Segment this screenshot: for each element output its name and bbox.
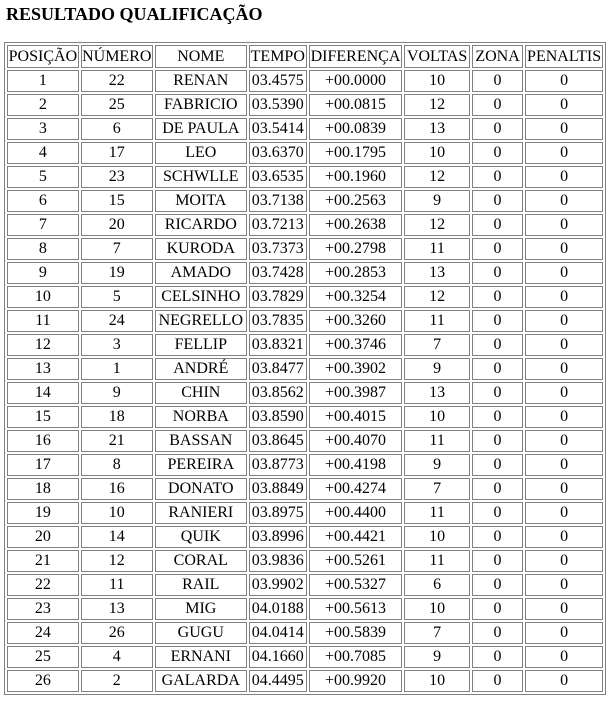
cell-posicao: 16 <box>7 430 79 452</box>
cell-nome: SCHWLLE <box>155 166 247 188</box>
cell-voltas: 7 <box>404 478 470 500</box>
cell-tempo: 04.4495 <box>249 670 307 692</box>
cell-voltas: 13 <box>404 382 470 404</box>
table-row <box>7 550 603 572</box>
cell-zona: 0 <box>472 214 523 236</box>
cell-posicao: 5 <box>7 166 79 188</box>
cell-posicao: 6 <box>7 190 79 212</box>
cell-penaltis: 0 <box>525 310 603 332</box>
cell-nome: QUIK <box>155 526 247 548</box>
cell-penaltis: 0 <box>525 142 603 164</box>
table-row <box>7 502 603 524</box>
cell-tempo: 04.0414 <box>249 622 307 644</box>
cell-diferenca: +00.4198 <box>309 454 403 476</box>
cell-posicao: 10 <box>7 286 79 308</box>
cell-tempo: 03.7138 <box>249 190 307 212</box>
table-row <box>7 310 603 332</box>
cell-tempo: 03.8975 <box>249 502 307 524</box>
cell-diferenca: +00.2853 <box>309 262 403 284</box>
cell-nome: PEREIRA <box>155 454 247 476</box>
cell-nome: MOITA <box>155 190 247 212</box>
cell-nome: RAIL <box>155 574 247 596</box>
cell-voltas: 7 <box>404 334 470 356</box>
table-row <box>7 238 603 260</box>
header-diferenca: DIFERENÇA <box>309 45 403 68</box>
cell-penaltis: 0 <box>525 382 603 404</box>
table-row <box>7 94 603 116</box>
cell-diferenca: +00.1795 <box>309 142 403 164</box>
cell-numero: 4 <box>81 646 153 668</box>
cell-nome: LEO <box>155 142 247 164</box>
results-body <box>7 70 603 692</box>
cell-penaltis: 0 <box>525 550 603 572</box>
cell-zona: 0 <box>472 358 523 380</box>
cell-posicao: 15 <box>7 406 79 428</box>
cell-numero: 22 <box>81 70 153 92</box>
cell-voltas: 9 <box>404 358 470 380</box>
cell-zona: 0 <box>472 70 523 92</box>
cell-tempo: 03.5414 <box>249 118 307 140</box>
cell-voltas: 10 <box>404 142 470 164</box>
table-row <box>7 358 603 380</box>
cell-nome: FABRICIO <box>155 94 247 116</box>
cell-nome: ANDRÉ <box>155 358 247 380</box>
cell-posicao: 24 <box>7 622 79 644</box>
cell-diferenca: +00.4421 <box>309 526 403 548</box>
header-nome: NOME <box>155 45 247 68</box>
cell-voltas: 7 <box>404 622 470 644</box>
cell-zona: 0 <box>472 142 523 164</box>
table-row <box>7 166 603 188</box>
cell-numero: 21 <box>81 430 153 452</box>
cell-penaltis: 0 <box>525 190 603 212</box>
cell-nome: CELSINHO <box>155 286 247 308</box>
cell-tempo: 03.7428 <box>249 262 307 284</box>
cell-zona: 0 <box>472 94 523 116</box>
cell-nome: GUGU <box>155 622 247 644</box>
cell-diferenca: +00.3746 <box>309 334 403 356</box>
cell-numero: 2 <box>81 670 153 692</box>
cell-posicao: 12 <box>7 334 79 356</box>
cell-nome: ERNANI <box>155 646 247 668</box>
cell-tempo: 03.8590 <box>249 406 307 428</box>
cell-numero: 8 <box>81 454 153 476</box>
cell-diferenca: +00.2798 <box>309 238 403 260</box>
cell-diferenca: +00.9920 <box>309 670 403 692</box>
cell-voltas: 10 <box>404 406 470 428</box>
cell-tempo: 03.6535 <box>249 166 307 188</box>
cell-tempo: 03.9902 <box>249 574 307 596</box>
cell-penaltis: 0 <box>525 262 603 284</box>
cell-zona: 0 <box>472 238 523 260</box>
cell-numero: 13 <box>81 598 153 620</box>
cell-posicao: 14 <box>7 382 79 404</box>
cell-diferenca: +00.5839 <box>309 622 403 644</box>
cell-penaltis: 0 <box>525 454 603 476</box>
cell-tempo: 03.6370 <box>249 142 307 164</box>
cell-numero: 9 <box>81 382 153 404</box>
cell-zona: 0 <box>472 286 523 308</box>
cell-numero: 25 <box>81 94 153 116</box>
cell-penaltis: 0 <box>525 646 603 668</box>
cell-nome: DE PAULA <box>155 118 247 140</box>
cell-tempo: 04.0188 <box>249 598 307 620</box>
cell-penaltis: 0 <box>525 334 603 356</box>
cell-posicao: 22 <box>7 574 79 596</box>
cell-tempo: 03.7213 <box>249 214 307 236</box>
cell-nome: RENAN <box>155 70 247 92</box>
cell-posicao: 4 <box>7 142 79 164</box>
cell-numero: 15 <box>81 190 153 212</box>
cell-penaltis: 0 <box>525 478 603 500</box>
cell-zona: 0 <box>472 670 523 692</box>
cell-posicao: 8 <box>7 238 79 260</box>
cell-penaltis: 0 <box>525 574 603 596</box>
cell-posicao: 11 <box>7 310 79 332</box>
cell-penaltis: 0 <box>525 214 603 236</box>
table-row <box>7 454 603 476</box>
cell-posicao: 17 <box>7 454 79 476</box>
cell-numero: 1 <box>81 358 153 380</box>
cell-voltas: 13 <box>404 118 470 140</box>
cell-zona: 0 <box>472 622 523 644</box>
cell-diferenca: +00.0000 <box>309 70 403 92</box>
cell-numero: 26 <box>81 622 153 644</box>
cell-posicao: 20 <box>7 526 79 548</box>
cell-tempo: 03.7373 <box>249 238 307 260</box>
cell-nome: DONATO <box>155 478 247 500</box>
cell-zona: 0 <box>472 430 523 452</box>
cell-posicao: 3 <box>7 118 79 140</box>
cell-tempo: 03.5390 <box>249 94 307 116</box>
cell-diferenca: +00.4070 <box>309 430 403 452</box>
cell-tempo: 03.8773 <box>249 454 307 476</box>
cell-diferenca: +00.7085 <box>309 646 403 668</box>
cell-penaltis: 0 <box>525 238 603 260</box>
cell-posicao: 23 <box>7 598 79 620</box>
cell-penaltis: 0 <box>525 670 603 692</box>
cell-penaltis: 0 <box>525 430 603 452</box>
table-row <box>7 262 603 284</box>
table-row <box>7 334 603 356</box>
cell-voltas: 11 <box>404 238 470 260</box>
cell-tempo: 03.8477 <box>249 358 307 380</box>
table-row <box>7 190 603 212</box>
cell-nome: RICARDO <box>155 214 247 236</box>
cell-voltas: 12 <box>404 286 470 308</box>
cell-posicao: 25 <box>7 646 79 668</box>
header-penaltis: PENALTIS <box>525 45 603 68</box>
cell-zona: 0 <box>472 118 523 140</box>
cell-nome: NORBA <box>155 406 247 428</box>
cell-voltas: 12 <box>404 94 470 116</box>
cell-diferenca: +00.2638 <box>309 214 403 236</box>
cell-nome: AMADO <box>155 262 247 284</box>
cell-voltas: 10 <box>404 70 470 92</box>
cell-posicao: 9 <box>7 262 79 284</box>
cell-penaltis: 0 <box>525 598 603 620</box>
cell-nome: RANIERI <box>155 502 247 524</box>
cell-posicao: 13 <box>7 358 79 380</box>
cell-diferenca: +00.1960 <box>309 166 403 188</box>
cell-numero: 11 <box>81 574 153 596</box>
cell-nome: NEGRELLO <box>155 310 247 332</box>
cell-posicao: 18 <box>7 478 79 500</box>
cell-posicao: 2 <box>7 94 79 116</box>
cell-diferenca: +00.0839 <box>309 118 403 140</box>
cell-voltas: 9 <box>404 646 470 668</box>
cell-voltas: 9 <box>404 190 470 212</box>
cell-voltas: 10 <box>404 526 470 548</box>
header-zona: ZONA <box>472 45 523 68</box>
cell-penaltis: 0 <box>525 526 603 548</box>
table-row <box>7 574 603 596</box>
table-row <box>7 646 603 668</box>
cell-penaltis: 0 <box>525 502 603 524</box>
cell-zona: 0 <box>472 334 523 356</box>
cell-numero: 20 <box>81 214 153 236</box>
cell-numero: 5 <box>81 286 153 308</box>
cell-voltas: 12 <box>404 214 470 236</box>
cell-penaltis: 0 <box>525 622 603 644</box>
cell-zona: 0 <box>472 166 523 188</box>
cell-zona: 0 <box>472 550 523 572</box>
table-row <box>7 382 603 404</box>
cell-voltas: 11 <box>404 502 470 524</box>
cell-posicao: 21 <box>7 550 79 572</box>
results-table <box>4 42 606 695</box>
cell-diferenca: +00.5261 <box>309 550 403 572</box>
cell-voltas: 10 <box>404 598 470 620</box>
cell-posicao: 26 <box>7 670 79 692</box>
cell-penaltis: 0 <box>525 286 603 308</box>
cell-diferenca: +00.4274 <box>309 478 403 500</box>
cell-zona: 0 <box>472 502 523 524</box>
cell-tempo: 04.1660 <box>249 646 307 668</box>
cell-numero: 24 <box>81 310 153 332</box>
cell-posicao: 1 <box>7 70 79 92</box>
cell-posicao: 19 <box>7 502 79 524</box>
cell-tempo: 03.8849 <box>249 478 307 500</box>
cell-tempo: 03.7835 <box>249 310 307 332</box>
table-header-row <box>7 45 603 68</box>
cell-diferenca: +00.5327 <box>309 574 403 596</box>
cell-diferenca: +00.3987 <box>309 382 403 404</box>
cell-diferenca: +00.5613 <box>309 598 403 620</box>
cell-diferenca: +00.3254 <box>309 286 403 308</box>
table-row <box>7 118 603 140</box>
cell-zona: 0 <box>472 262 523 284</box>
cell-voltas: 10 <box>404 670 470 692</box>
cell-voltas: 11 <box>404 550 470 572</box>
cell-tempo: 03.8321 <box>249 334 307 356</box>
cell-tempo: 03.8645 <box>249 430 307 452</box>
cell-numero: 7 <box>81 238 153 260</box>
cell-zona: 0 <box>472 598 523 620</box>
cell-voltas: 11 <box>404 310 470 332</box>
table-row <box>7 622 603 644</box>
page-title: RESULTADO QUALIFICAÇÃO <box>6 4 263 24</box>
cell-numero: 19 <box>81 262 153 284</box>
header-numero: NÚMERO <box>81 45 153 68</box>
cell-voltas: 12 <box>404 166 470 188</box>
cell-zona: 0 <box>472 574 523 596</box>
cell-voltas: 11 <box>404 430 470 452</box>
cell-diferenca: +00.0815 <box>309 94 403 116</box>
cell-zona: 0 <box>472 646 523 668</box>
cell-nome: FELLIP <box>155 334 247 356</box>
cell-posicao: 7 <box>7 214 79 236</box>
cell-tempo: 03.8996 <box>249 526 307 548</box>
cell-tempo: 03.9836 <box>249 550 307 572</box>
cell-numero: 6 <box>81 118 153 140</box>
table-row <box>7 430 603 452</box>
header-voltas: VOLTAS <box>404 45 470 68</box>
cell-numero: 16 <box>81 478 153 500</box>
cell-numero: 23 <box>81 166 153 188</box>
cell-voltas: 13 <box>404 262 470 284</box>
table-row <box>7 670 603 692</box>
cell-nome: GALARDA <box>155 670 247 692</box>
cell-numero: 10 <box>81 502 153 524</box>
cell-penaltis: 0 <box>525 70 603 92</box>
cell-nome: BASSAN <box>155 430 247 452</box>
cell-zona: 0 <box>472 310 523 332</box>
table-row <box>7 478 603 500</box>
cell-voltas: 6 <box>404 574 470 596</box>
table-row <box>7 286 603 308</box>
cell-diferenca: +00.4400 <box>309 502 403 524</box>
cell-zona: 0 <box>472 406 523 428</box>
cell-diferenca: +00.3260 <box>309 310 403 332</box>
cell-penaltis: 0 <box>525 118 603 140</box>
cell-zona: 0 <box>472 190 523 212</box>
table-row <box>7 526 603 548</box>
cell-penaltis: 0 <box>525 166 603 188</box>
cell-penaltis: 0 <box>525 94 603 116</box>
cell-diferenca: +00.2563 <box>309 190 403 212</box>
table-row <box>7 142 603 164</box>
cell-numero: 14 <box>81 526 153 548</box>
cell-diferenca: +00.3902 <box>309 358 403 380</box>
cell-numero: 12 <box>81 550 153 572</box>
header-tempo: TEMPO <box>249 45 307 68</box>
cell-nome: CHIN <box>155 382 247 404</box>
cell-nome: CORAL <box>155 550 247 572</box>
cell-numero: 3 <box>81 334 153 356</box>
cell-tempo: 03.7829 <box>249 286 307 308</box>
cell-tempo: 03.8562 <box>249 382 307 404</box>
cell-voltas: 9 <box>404 454 470 476</box>
table-row <box>7 214 603 236</box>
table-row <box>7 598 603 620</box>
table-row <box>7 70 603 92</box>
header-posicao: POSIÇÃO <box>7 45 79 68</box>
cell-penaltis: 0 <box>525 358 603 380</box>
cell-penaltis: 0 <box>525 406 603 428</box>
cell-tempo: 03.4575 <box>249 70 307 92</box>
cell-zona: 0 <box>472 478 523 500</box>
cell-nome: MIG <box>155 598 247 620</box>
cell-zona: 0 <box>472 382 523 404</box>
table-row <box>7 406 603 428</box>
cell-zona: 0 <box>472 526 523 548</box>
cell-numero: 17 <box>81 142 153 164</box>
cell-diferenca: +00.4015 <box>309 406 403 428</box>
cell-numero: 18 <box>81 406 153 428</box>
cell-nome: KURODA <box>155 238 247 260</box>
cell-zona: 0 <box>472 454 523 476</box>
